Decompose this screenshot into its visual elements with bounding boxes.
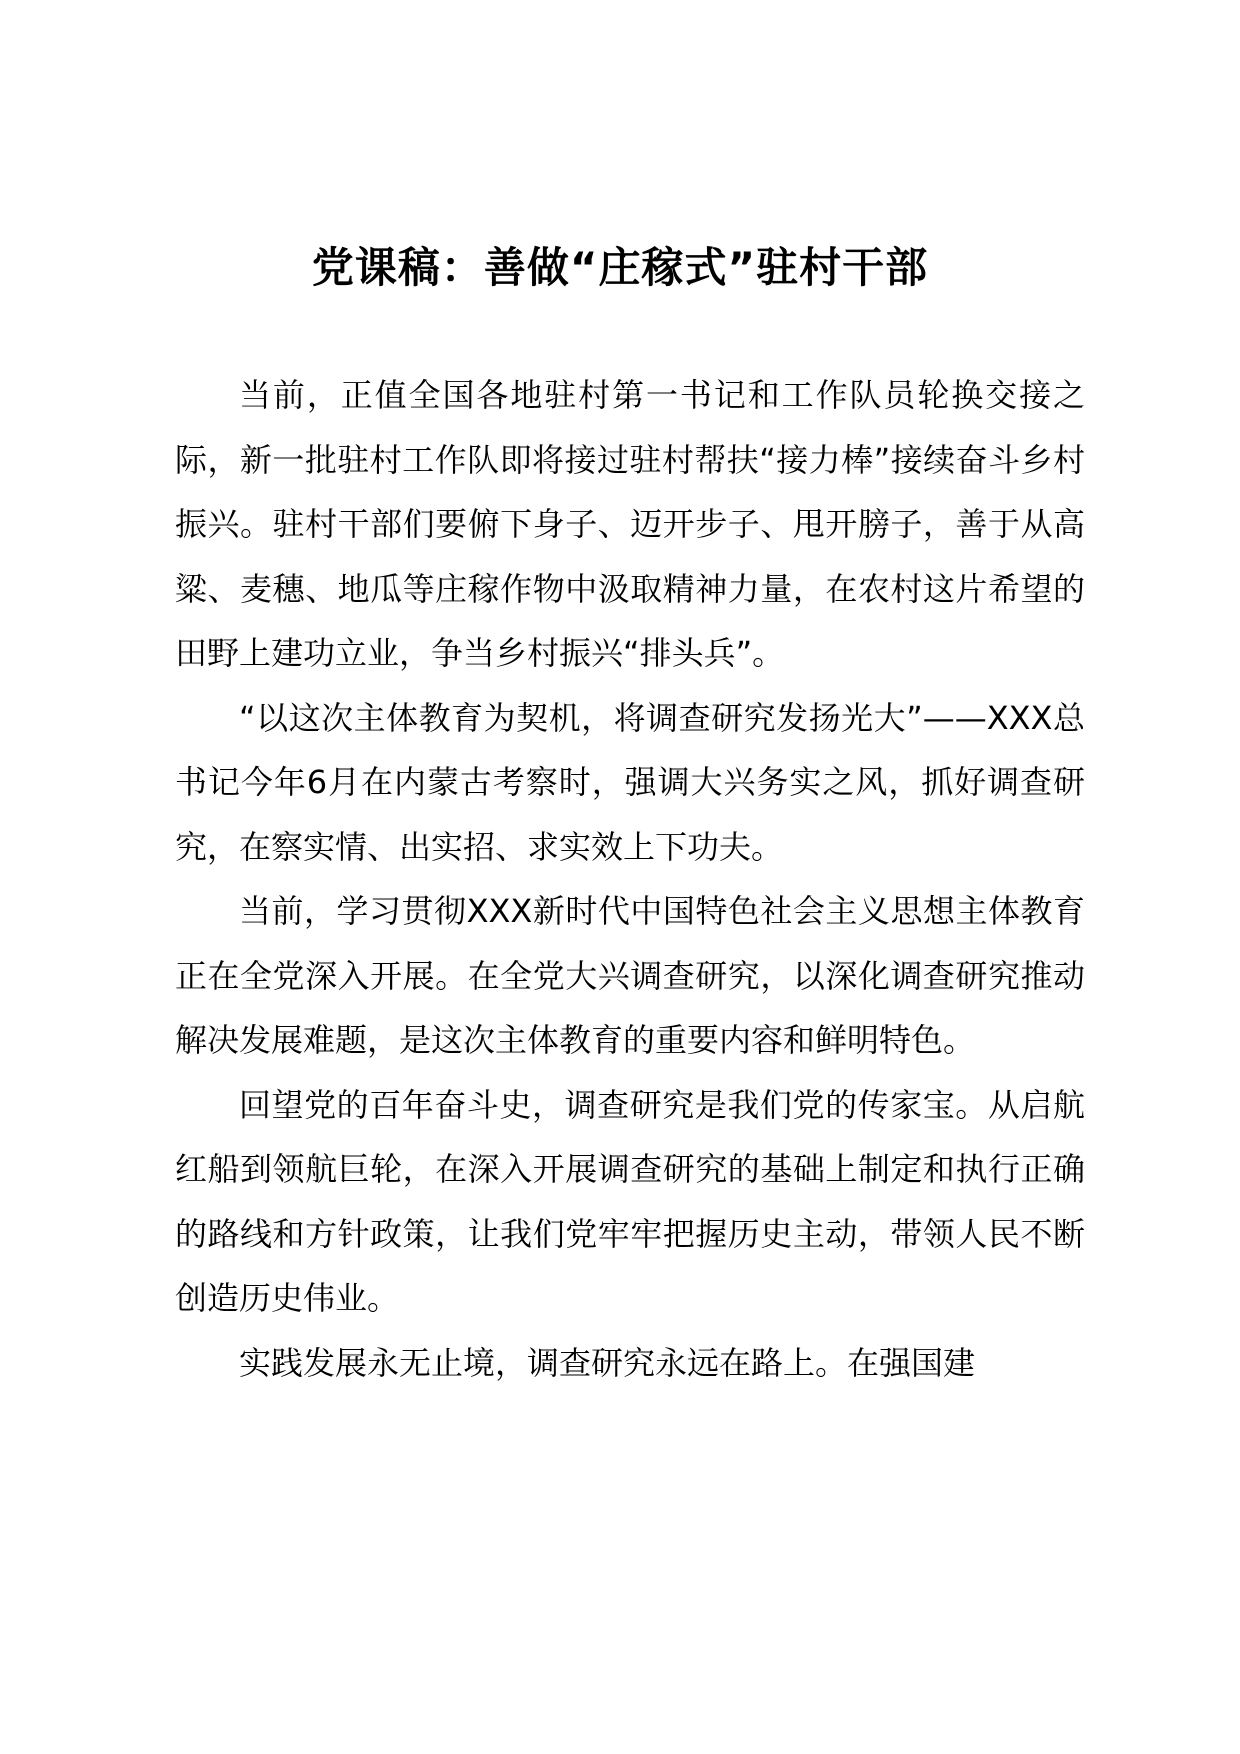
paragraph-2: “以这次主体教育为契机，将调查研究发扬光大”——XXX总书记今年6月在内蒙古考察时，强调大兴务实之风，抓好调查研究，在察实情、出实招、求实效上下功夫。 [175, 698, 1085, 866]
paragraph-4: 回望党的百年奋斗史，调查研究是我们党的传家宝。从启航红船到领航巨轮，在深入开展调查研究的基础上制定和执行正确的路线和方针政策，让我们党牢牢把握历史主动，带领人民不断创造历史伟业。 [175, 1085, 1085, 1317]
paragraph-3: 当前，学习贯彻XXX新时代中国特色社会主义思想主体教育正在全党深入开展。在全党大兴调查研究，以深化调查研究推动解决发展难题，是这次主体教育的重要内容和鲜明特色。 [175, 892, 1085, 1059]
paragraph-5: 实践发展永无止境，调查研究永远在路上。在强国建 [239, 1343, 976, 1382]
paragraph-1: 当前，正值全国各地驻村第一书记和工作队员轮换交接之际，新一批驻村工作队即将接过驻村帮扶“接力棒”接续奋斗乡村振兴。驻村干部们要俯下身子、迈开步子、甩开膀子，善于从高粱、麦穗、地瓜等庄稼作物中汲取精神力量，在农村这片希望的田野上建功立业，争当乡村振兴“排头兵”。 [175, 376, 1085, 672]
document-title: 党课稿：善做“庄稼式”驻村干部 [311, 243, 929, 292]
document-body [175, 363, 1085, 1395]
